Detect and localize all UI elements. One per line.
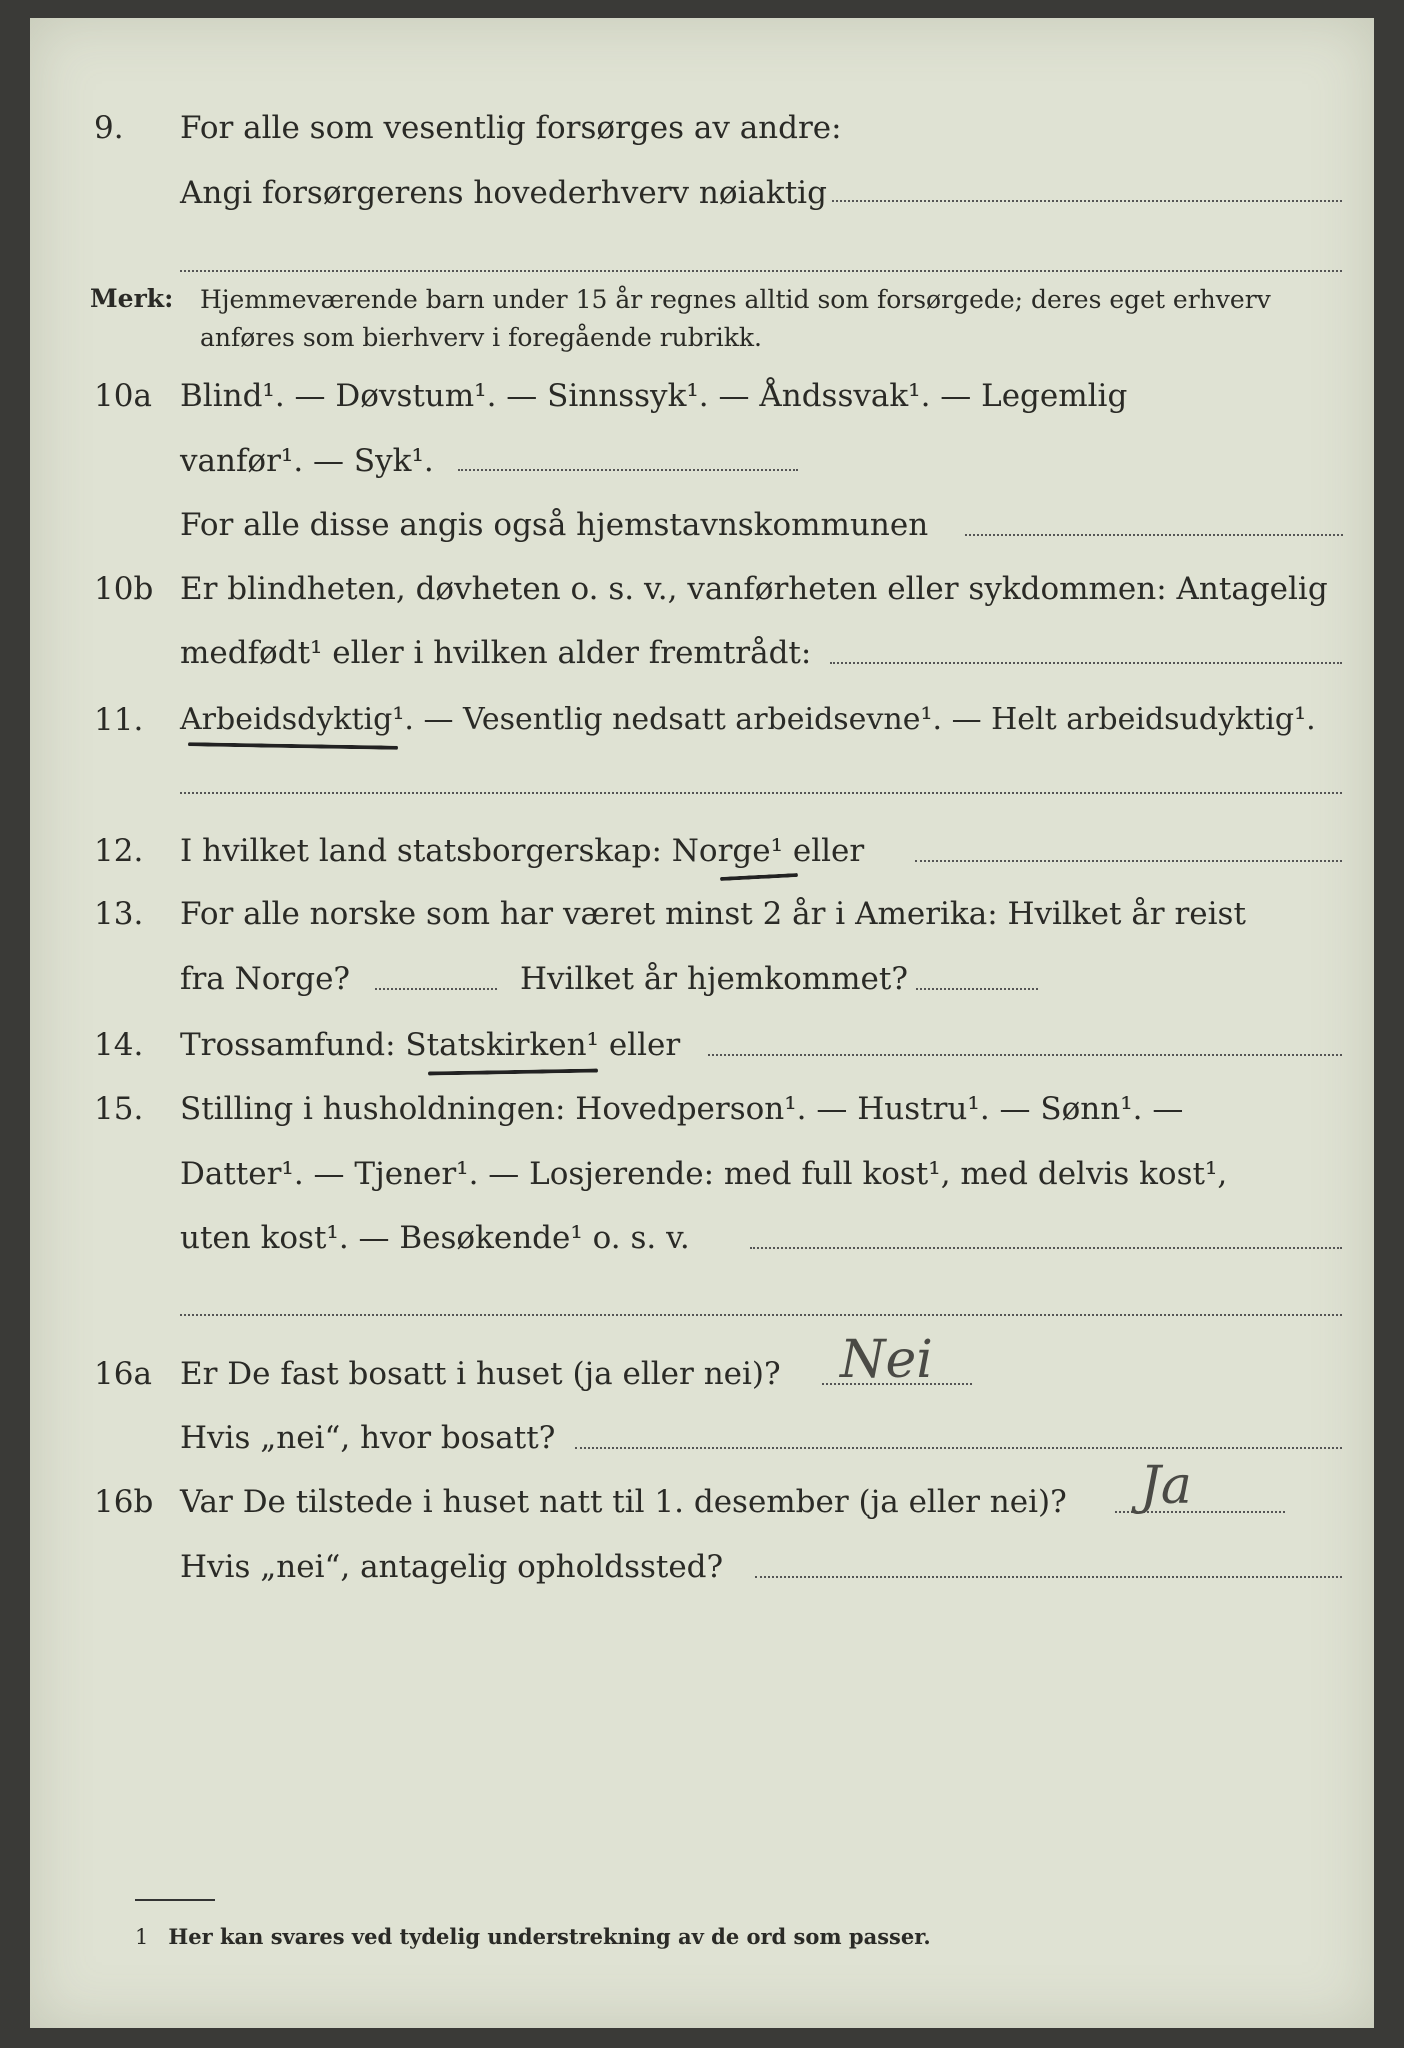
item-15-number: 15. <box>94 1091 144 1127</box>
item-14-question: Trossamfund: Statskirken¹ eller <box>180 1027 681 1063</box>
item-12-number: 12. <box>94 833 144 869</box>
item-11-number: 11. <box>94 702 144 738</box>
item-16b-question: Var De tilstede i huset natt til 1. desember (ja eller nei)? <box>180 1484 1067 1520</box>
footnote-mark: 1 <box>135 1925 149 1949</box>
item-16a-handwritten-answer: Nei <box>840 1330 933 1390</box>
item-10a-number: 10a <box>94 378 152 414</box>
item-10a-answer-line-2[interactable] <box>965 534 1343 536</box>
arbeidsdyktig-underline <box>188 742 398 750</box>
merk-line-1: Hjemmeværende barn under 15 år regnes alltid som forsørgede; deres eget erhverv <box>200 285 1271 314</box>
item-10a-line-1: Blind¹. — Døvstum¹. — Sinnssyk¹. — Åndssvak¹. — Legemlig <box>180 378 1128 414</box>
item-9-question: For alle som vesentlig forsørges av andre: <box>180 110 842 146</box>
merk-label: Merk: <box>90 284 174 313</box>
statskirken-underline <box>428 1069 598 1076</box>
item-15-line-2: Datter¹. — Tjener¹. — Losjerende: med full kost¹, med delvis kost¹, <box>180 1156 1228 1192</box>
item-11-options: Arbeidsdyktig¹. — Vesentlig nedsatt arbeidsevne¹. — Helt arbeidsudyktig¹. <box>180 702 1316 737</box>
item-16b-number: 16b <box>94 1484 154 1520</box>
census-form-page <box>30 18 1374 2028</box>
item-16a-followup-answer-line[interactable] <box>575 1447 1342 1449</box>
item-10b-line-2: medfødt¹ eller i hvilken alder fremtrådt: <box>180 635 812 671</box>
merk-line-2: anføres som bierhverv i foregående rubrikk. <box>200 323 762 352</box>
item-13-line-1: For alle norske som har været minst 2 år i Amerika: Hvilket år reist <box>180 896 1246 932</box>
item-9-answer-line-1[interactable] <box>832 200 1342 202</box>
item-10b-line-1: Er blindheten, døvheten o. s. v., vanførheten eller sykdommen: Antagelig <box>180 571 1328 607</box>
item-15-answer-line-2[interactable] <box>180 1314 1342 1316</box>
item-9-number: 9. <box>94 110 124 146</box>
item-9-answer-line-2[interactable] <box>180 270 1342 272</box>
item-13-line-2b: Hvilket år hjemkommet? <box>520 961 908 997</box>
item-13-hjemkommet-answer[interactable] <box>916 988 1038 990</box>
item-13-line-2a: fra Norge? <box>180 961 351 997</box>
footnote <box>135 1924 931 1949</box>
item-12-answer-line[interactable] <box>915 860 1342 862</box>
item-12-question: I hvilket land statsborgerskap: Norge¹ eller <box>180 833 865 869</box>
item-10b-number: 10b <box>94 571 154 607</box>
item-11-answer-line[interactable] <box>180 792 1342 794</box>
item-14-number: 14. <box>94 1027 144 1063</box>
item-16a-number: 16a <box>94 1356 152 1392</box>
item-14-answer-line[interactable] <box>708 1054 1342 1056</box>
item-10b-answer-line[interactable] <box>830 662 1342 664</box>
item-15-line-1: Stilling i husholdningen: Hovedperson¹. — Hustru¹. — Sønn¹. — <box>180 1091 1184 1127</box>
item-16b-handwritten-answer: Ja <box>1140 1456 1192 1516</box>
item-16b-followup: Hvis „nei“, antagelig opholdssted? <box>180 1549 724 1585</box>
item-10a-line-2: vanfør¹. — Syk¹. <box>180 443 434 479</box>
item-13-number: 13. <box>94 896 144 932</box>
footnote-rule <box>135 1899 215 1901</box>
footnote-text: Her kan svares ved tydelig understrekning av de ord som passer. <box>168 1924 931 1949</box>
item-16a-question: Er De fast bosatt i huset (ja eller nei)? <box>180 1356 781 1392</box>
item-15-answer-line-1[interactable] <box>750 1247 1342 1249</box>
norge-underline <box>720 873 798 881</box>
item-16b-followup-answer-line[interactable] <box>755 1576 1342 1578</box>
item-10a-answer-line-1[interactable] <box>458 469 798 471</box>
item-16a-followup: Hvis „nei“, hvor bosatt? <box>180 1420 556 1456</box>
item-10a-line-3: For alle disse angis også hjemstavnskommunen <box>180 507 929 543</box>
item-13-reist-answer[interactable] <box>375 988 497 990</box>
item-9-prompt: Angi forsørgerens hovederhverv nøiaktig <box>180 175 827 211</box>
item-15-line-3: uten kost¹. — Besøkende¹ o. s. v. <box>180 1220 690 1256</box>
